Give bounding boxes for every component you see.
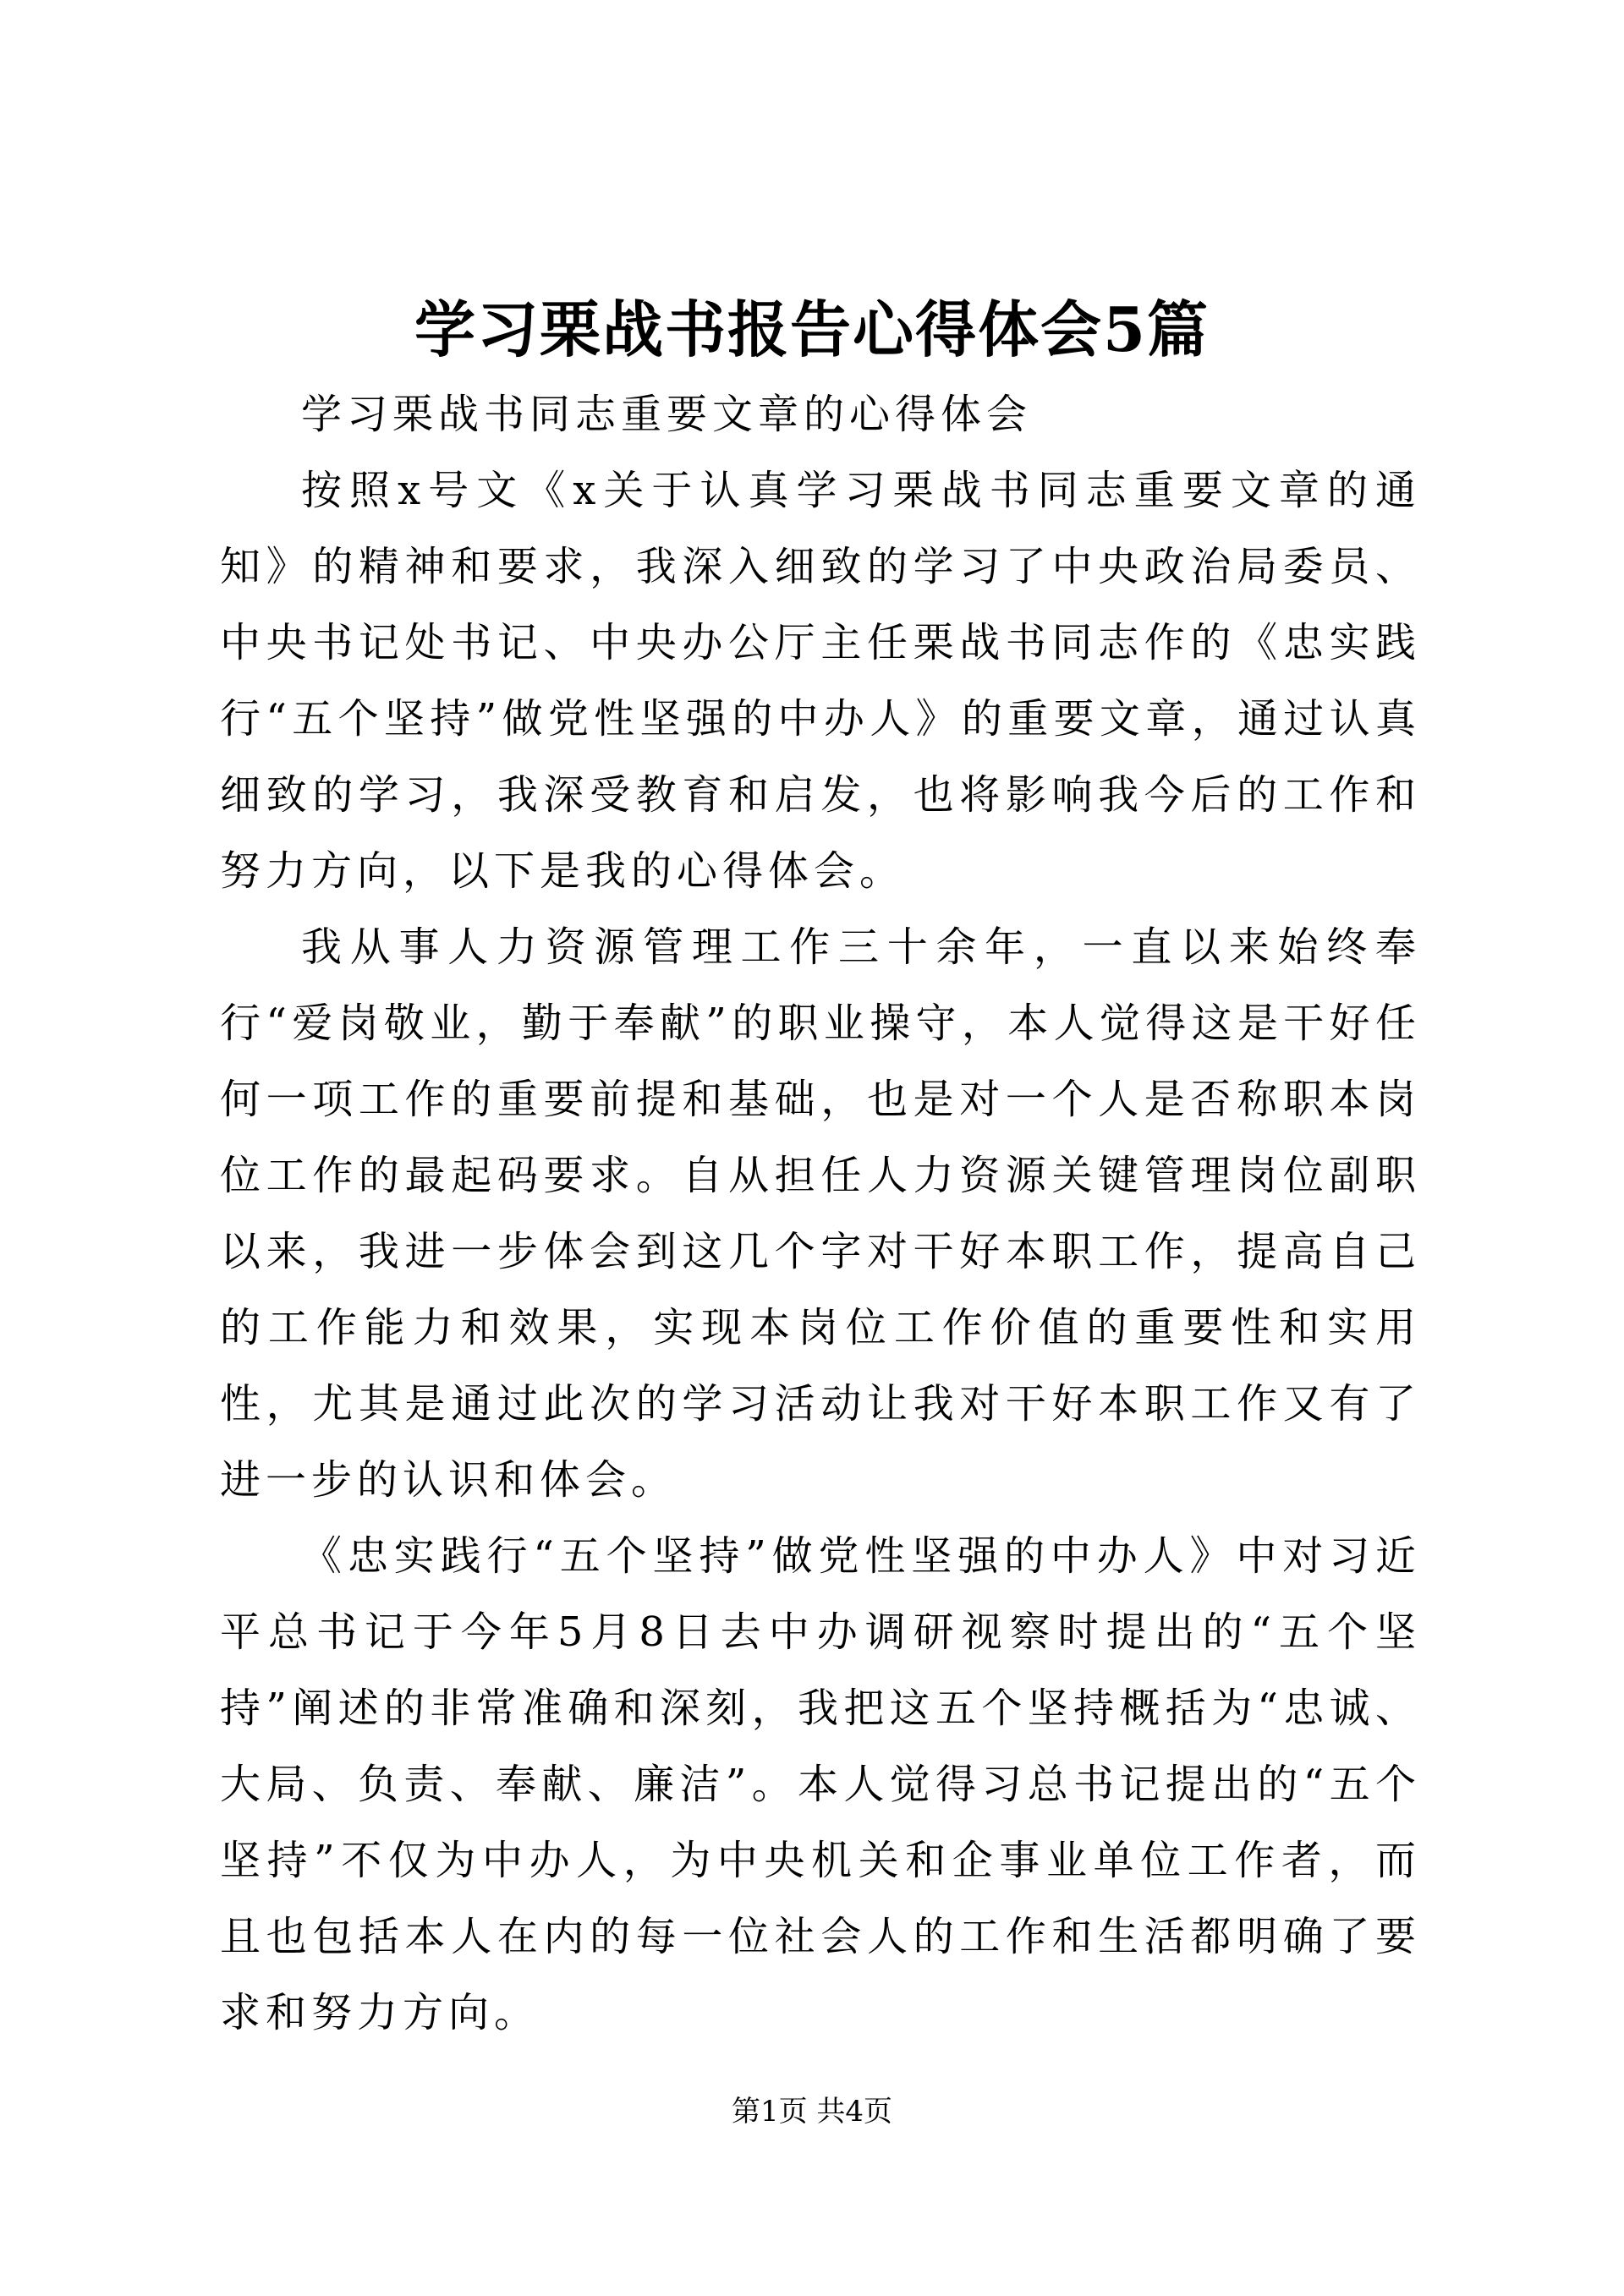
- paragraph-3: 《忠实践行“五个坚持”做党性坚强的中办人》中对习近平总书记于今年5月8日去中办调研视察时提出的“五个坚持”阐述的非常准确和深刻，我把这五个坚持概括为“忠诚、大局、负责、奉献、廉洁”。本人觉得习总书记提出的“五个坚持”不仅为中办人，为中央机关和企事业单位工作者，而且也包括本人在内的每一位社会人的工作和生活都明确了要求和努力方向。: [220, 1532, 1421, 2036]
- document-body: [220, 376, 1421, 2051]
- paragraph-1: 按照x号文《x关于认真学习栗战书同志重要文章的通知》的精神和要求，我深入细致的学习了中央政治局委员、中央书记处书记、中央办公厅主任栗战书同志作的《忠实践行“五个坚持”做党性坚强的中办人》的重要文章，通过认真细致的学习，我深受教育和启发，也将影响我今后的工作和努力方向，以下是我的心得体会。: [220, 467, 1421, 895]
- paragraph-subtitle: 学习栗战书同志重要文章的心得体会: [301, 391, 1033, 438]
- paragraph-2: 我从事人力资源管理工作三十余年，一直以来始终奉行“爱岗敬业，勤于奉献”的职业操守，本人觉得这是干好任何一项工作的重要前提和基础，也是对一个人是否称职本岗位工作的最起码要求。自从担任人力资源关键管理岗位副职以来，我进一步体会到这几个字对干好本职工作，提高自己的工作能力和效果，实现本岗位工作价值的重要性和实用性，尤其是通过此次的学习活动让我对干好本职工作又有了进一步的认识和体会。: [220, 923, 1421, 1504]
- page-footer: 第1页 共4页: [731, 2095, 893, 2129]
- document-title: 学习栗战书报告心得体会5篇: [414, 293, 1210, 365]
